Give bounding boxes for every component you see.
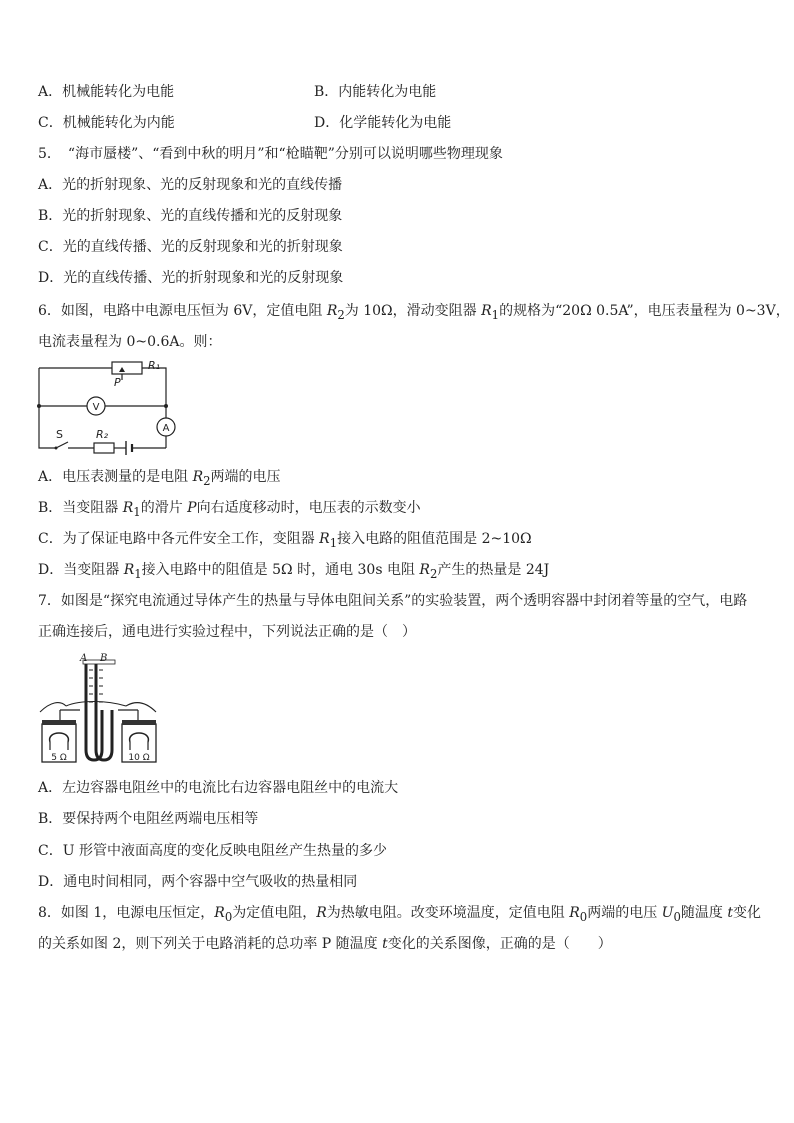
rheostat-r1: [112, 362, 142, 374]
q7-option-d: D．通电时间相同，两个容器中空气吸收的热量相同: [38, 874, 358, 890]
q6-stem-line-2: 电流表量程为 0~0.6A。则：: [38, 334, 222, 350]
q5-option-a: A．光的折射现象、光的反射现象和光的直线传播: [38, 177, 343, 193]
q5-stem: 5． “海市蜃楼”、“看到中秋的明月”和“枪瞄靶”分别可以说明哪些物理现象: [38, 146, 503, 162]
q7-stem-line-2: 正确连接后，通电进行实验过程中，下列说法正确的是（ ）: [38, 624, 416, 640]
label-r2: R₂: [96, 428, 109, 441]
q4-option-c: C．机械能转化为内能: [38, 115, 175, 131]
q4-option-d: D．化学能转化为电能: [314, 115, 452, 131]
q8-stem-line-2: 的关系如图 2，则下列关于电路消耗的总功率 P 随温度 t变化的关系图像，正确的是（ ）: [38, 936, 612, 952]
q6-option-a: A．电压表测量的是电阻 $R_2$两端的电压: [38, 469, 281, 488]
q7-option-a: A．左边容器电阻丝中的电流比右边容器电阻丝中的电流大: [38, 780, 399, 796]
q7-option-b: B．要保持两个电阻丝两端电压相等: [38, 811, 259, 827]
q7-apparatus-diagram: [36, 650, 164, 768]
u-tube-icon: [83, 660, 115, 760]
q7-stem-line-1: 7．如图是“探究电流通过导体产生的热量与导体电阻间关系”的实验装置，两个透明容器中封闭着等量的空气，电路: [38, 593, 748, 609]
left-resistance-label: 5 Ω: [51, 753, 67, 763]
label-r1: R₁: [148, 359, 161, 372]
q5-option-c: C．光的直线传播、光的反射现象和光的折射现象: [38, 239, 343, 255]
q7-option-c: C．U 形管中液面高度的变化反映电阻丝产生热量的多少: [38, 843, 387, 859]
q6-option-b: B．当变阻器 $R_1$的滑片 P向右适度移动时，电压表的示数变小: [38, 500, 421, 519]
q5-option-b: B．光的折射现象、光的直线传播和光的反射现象: [38, 208, 343, 224]
q6-stem-line-1: 6．如图，电路中电源电压恒为 6V，定值电阻 $R_2$为 10Ω，滑动变阻器 $R_1$的规格为“20Ω 0.5A”，电压表量程为 0~3V，: [38, 303, 790, 322]
q4-option-a: A．机械能转化为电能: [38, 84, 175, 100]
q6-circuit-diagram: [34, 356, 184, 456]
voltmeter-label: V: [92, 402, 100, 413]
q8-stem-line-1: 8．如图 1，电源电压恒定，$R_0$为定值电阻，R为热敏电阻。改变环境温度，定值电阻 $R_0$两端的电压 $U_0$随温度 t变化: [38, 905, 761, 924]
ammeter-label: A: [162, 423, 170, 434]
q5-option-d: D．光的直线传播、光的折射现象和光的反射现象: [38, 270, 344, 286]
q6-option-d: D．当变阻器 $R_1$接入电路中的阻值是 5Ω 时，通电 30s 电阻 $R_2$产生的热量是 24J: [38, 562, 550, 581]
right-resistance-label: 10 Ω: [128, 753, 150, 763]
q6-option-c: C．为了保证电路中各元件安全工作，变阻器 $R_1$接入电路的阻值范围是 2~10Ω: [38, 531, 532, 550]
switch-icon: [56, 442, 68, 448]
resistor-r2: [94, 443, 114, 453]
tube-label-b: B: [100, 653, 108, 664]
label-p: P: [114, 376, 121, 389]
tube-label-a: A: [80, 653, 88, 664]
q4-option-b: B．内能转化为电能: [314, 84, 437, 100]
label-s: S: [56, 428, 63, 441]
